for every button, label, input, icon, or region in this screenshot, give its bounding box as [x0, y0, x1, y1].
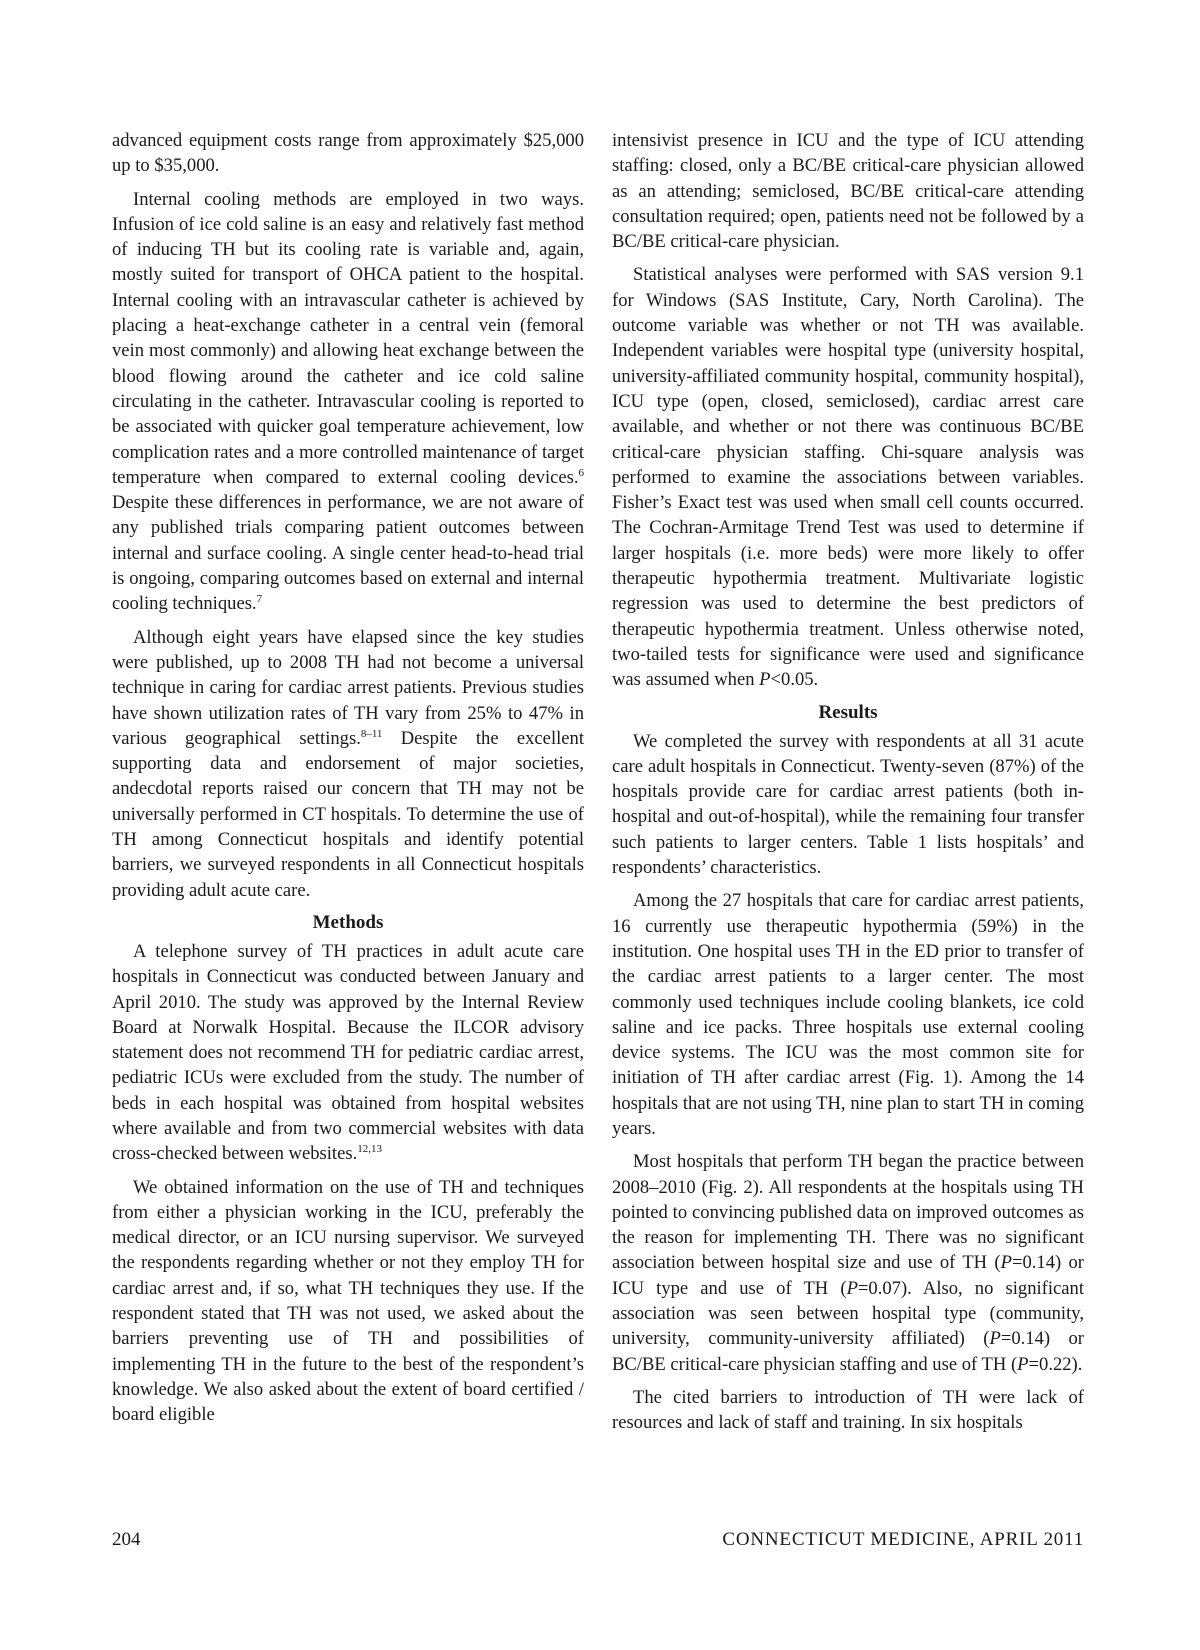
paragraph-text: The cited barriers to introduction of TH were lack of resources and lack of staff and training. In six hospitals [612, 1386, 1084, 1434]
paragraph [112, 1175, 584, 1428]
citation-ref: 8–11 [360, 727, 383, 740]
paragraph-text: =0.14) or BC/BE critical-care physician staffing and use of TH ( [612, 1328, 1084, 1375]
paragraph-text: =0.22). [1028, 1353, 1083, 1375]
paragraph [112, 128, 584, 179]
p-value-symbol: P [989, 1328, 1001, 1350]
paragraph-text: Despite the excellent supporting data and endorsement of major societies, andecdotal reports raised our concern that TH may not be universally performed in CT hospitals. To determine the use of TH among Connecticut hospitals and identify potential barriers, we surveyed respondents in all Connecticut hospitals providing adult acute care. [112, 727, 584, 901]
paragraph [612, 262, 1084, 692]
citation-ref: 6 [578, 466, 584, 479]
paragraph [112, 625, 584, 903]
paragraph [112, 187, 584, 617]
paragraph-text: Despite these differences in performance, we are not aware of any published trials comparing patient outcomes between internal and surface cooling. A single center head-to-head trial is ongoing, comparing outcomes based on external and internal cooling techniques. [112, 492, 584, 615]
paragraph-text: intensivist presence in ICU and the type of ICU attending staffing: closed, only a BC/BE critical-care physician allowed as an attending; semiclosed, BC/BE critical-care attending consultation required; open, patients need not be followed by a BC/BE critical-care physician. [612, 130, 1084, 253]
paragraph-text: =0.14) or ICU type and use of TH ( [612, 1252, 1084, 1299]
paragraph-text: =0.07). Also, no significant association was seen between hospital type (community, university, community-university affiliated) ( [612, 1277, 1084, 1350]
left-column [112, 128, 584, 1436]
p-value-symbol: P [1017, 1353, 1029, 1375]
journal-name: CONNECTICUT MEDICINE, APRIL 2011 [722, 1529, 1084, 1550]
page-number: 204 [112, 1529, 141, 1550]
p-value-symbol: P [1000, 1252, 1012, 1274]
paragraph [112, 939, 584, 1167]
right-column [612, 128, 1084, 1444]
paragraph [612, 1385, 1084, 1436]
paragraph-text: advanced equipment costs range from approximately $25,000 up to $35,000. [112, 130, 584, 177]
paragraph-text: Most hospitals that perform TH began the practice between 2008–2010 (Fig. 2). All respondents at the hospitals using TH pointed to convincing published data on improved outcomes as the reason for implementing TH. There was no significant association between hospital size and use of TH ( [612, 1151, 1084, 1274]
paragraph [612, 729, 1084, 881]
section-heading-results: Results [818, 701, 878, 723]
paragraph-text: A telephone survey of TH practices in adult acute care hospitals in Connecticut was conducted between January and April 2010. The study was approved by the Internal Review Board at Norwalk Hospital. Because the ILCOR advisory statement does not recommend TH for pediatric cardiac arrest, pediatric ICUs were excluded from the study. The number of beds in each hospital was obtained from hospital websites where available and from two commercial websites with data cross-checked between websites. [112, 940, 584, 1165]
paragraph-text: We completed the survey with respondents at all 31 acute care adult hospitals in Connecticut. Twenty-seven (87%) of the hospitals provide care for cardiac arrest patients (both in-hospital and out-of-hospital), while the remaining four transfer such patients to larger centers. Table 1 lists hospitals’ and respondents’ characteristics. [612, 730, 1084, 879]
paragraph [612, 888, 1084, 1141]
paragraph-text: Among the 27 hospitals that care for cardiac arrest patients, 16 currently use therapeutic hypothermia (59%) in the institution. One hospital uses TH in the ED prior to transfer of the cardiac arrest patients to a larger center. The most commonly used techniques include cooling blankets, ice cold saline and ice packs. Three hospitals use external cooling device systems. The ICU was the most common site for initiation of TH after cardiac arrest (Fig. 1). Among the 14 hospitals that are not using TH, nine plan to start TH in coming years. [612, 890, 1084, 1139]
citation-ref: 7 [256, 593, 263, 606]
paragraph-text: We obtained information on the use of TH and techniques from either a physician working in the ICU, preferably the medical director, or an ICU nursing supervisor. We surveyed the respondents regarding whether or not they employ TH for cardiac arrest and, if so, what TH techniques they use. If the respondent stated that TH was not used, we asked about the barriers preventing use of TH and possibilities of implementing TH in the future to the best of the respondent’s knowledge. We also asked about the extent of board certified / board eligible [112, 1176, 584, 1426]
paragraph-text: Statistical analyses were performed with SAS version 9.1 for Windows (SAS Institute, Cary, North Carolina). The outcome variable was whether or not TH was available. Independent variables were hospital type (university hospital, university-affiliated community hospital, community hospital), ICU type (open, closed, semiclosed), cardiac arrest care available, and whether or not there was continuous BC/BE critical-care physician staffing. Chi-square analysis was performed to examine the associations between variables. Fisher’s Exact test was used when small cell counts occurred. The Cochran-Armitage Trend Test was used to determine if larger hospitals (i.e. more beds) were more likely to offer therapeutic hypothermia treatment. Multivariate logistic regression was used to determine the best predictors of therapeutic hypothermia treatment. Unless otherwise noted, two-tailed tests for significance were used and significance was assumed when [612, 264, 1084, 691]
p-value-symbol: P [846, 1277, 858, 1299]
paragraph-text: Internal cooling methods are employed in two ways. Infusion of ice cold saline is an easy and relatively fast method of inducing TH but its cooling rate is variable and, again, mostly suited for transport of OHCA patient to the hospital. Internal cooling with an intravascular catheter is achieved by placing a heat-exchange catheter in a central vein (femoral vein most commonly) and allowing heat exchange between the blood flowing around the catheter and ice cold saline circulating in the catheter. Intravascular cooling is reported to be associated with quicker goal temperature achievement, low complication rates and a more controlled maintenance of target temperature when compared to external cooling devices. [112, 188, 584, 488]
paragraph-text: Although eight years have elapsed since the key studies were published, up to 2008 TH had not become a universal technique in caring for cardiac arrest patients. Previous studies have shown utilization rates of TH vary from 25% to 47% in various geographical settings. [112, 626, 584, 749]
citation-ref: 12,13 [357, 1143, 382, 1156]
p-value-symbol: P [759, 669, 771, 691]
section-heading-methods: Methods [312, 911, 384, 933]
paragraph-text: <0.05. [770, 669, 819, 691]
paragraph [612, 1149, 1084, 1377]
paragraph [612, 128, 1084, 254]
